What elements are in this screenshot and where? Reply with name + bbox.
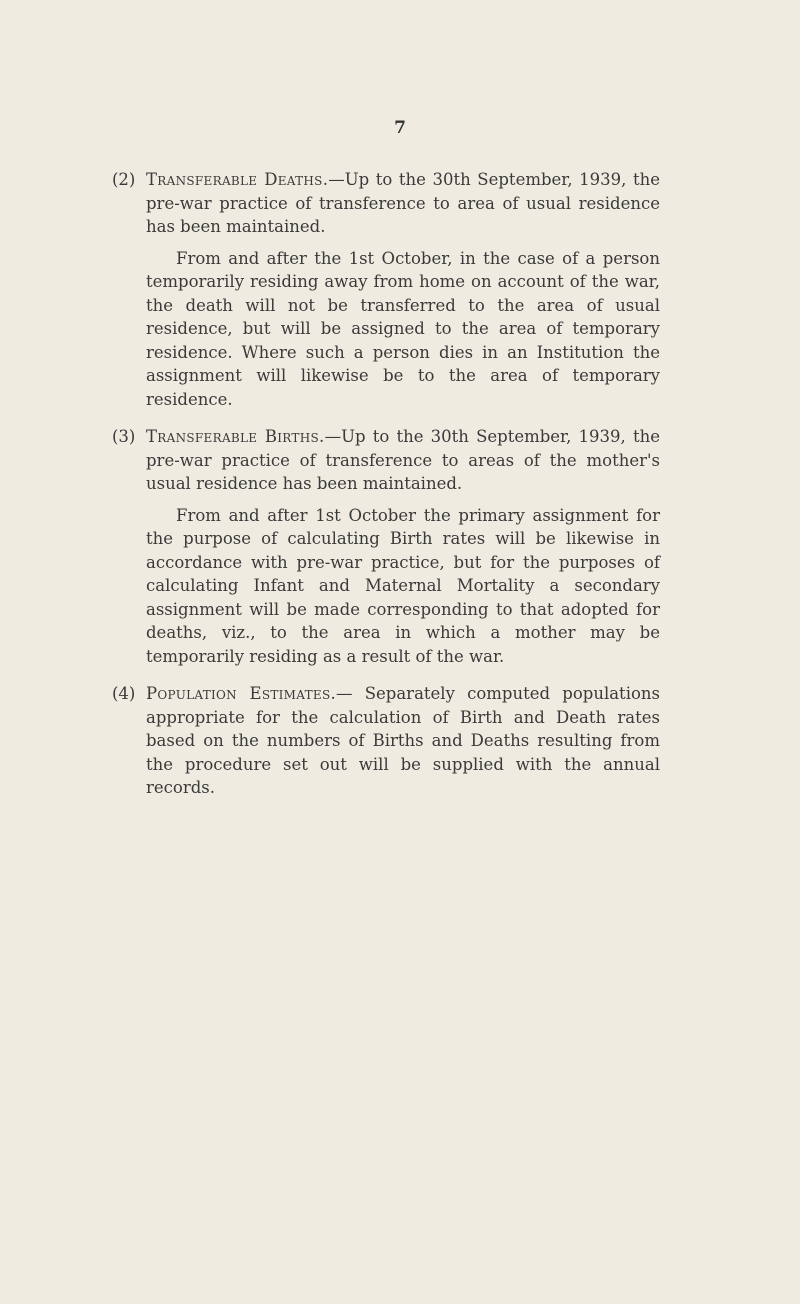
section-lead-paragraph xyxy=(112,682,660,800)
section-lead-text: —Up to the 30th September, 1939, the pre-war practice of transference to area of usual residence has been maintained. xyxy=(146,170,660,236)
section-follow-paragraph: From and after the 1st October, in the case of a person temporarily residing away from home on account of the war, the death will not be transferred to the area of usual residence, but will be assigned to the area of temporary residence. Where such a person dies in an Institution the assignment will likewise be to the area of temporary residence. xyxy=(146,248,660,409)
document-body xyxy=(112,168,660,814)
section-lead-paragraph xyxy=(112,168,660,239)
section-follow-paragraph: From and after 1st October the primary assignment for the purpose of calculating Birth rates will be likewise in accordance with pre-war practice, but for the purposes of calculating Infant and Maternal Mortality a secondary assignment will be made corresponding to that adopted for deaths, viz., to the area in which a mother may be temporarily residing as a result of the war. xyxy=(146,505,660,666)
section-population-estimates xyxy=(112,682,660,800)
section-transferable-births xyxy=(112,425,660,668)
section-lead-paragraph xyxy=(112,425,660,496)
section-transferable-deaths xyxy=(112,168,660,411)
page-number: 7 xyxy=(394,118,406,138)
section-number: (3) xyxy=(112,427,136,446)
section-number: (4) xyxy=(112,684,136,703)
section-number: (2) xyxy=(112,170,136,189)
section-heading: Transferable Births. xyxy=(146,427,325,446)
section-lead-text: — Separately computed populations appropriate for the calculation of Birth and Death rates based on the numbers of Births and Deaths resulting from the procedure set out will be supplied with the annual records. xyxy=(146,684,660,797)
section-heading: Population Estimates. xyxy=(146,684,337,703)
section-heading: Transferable Deaths. xyxy=(146,170,329,189)
section-lead-text: —Up to the 30th September, 1939, the pre-war practice of transference to areas of the mother's usual residence has been maintained. xyxy=(146,427,660,493)
